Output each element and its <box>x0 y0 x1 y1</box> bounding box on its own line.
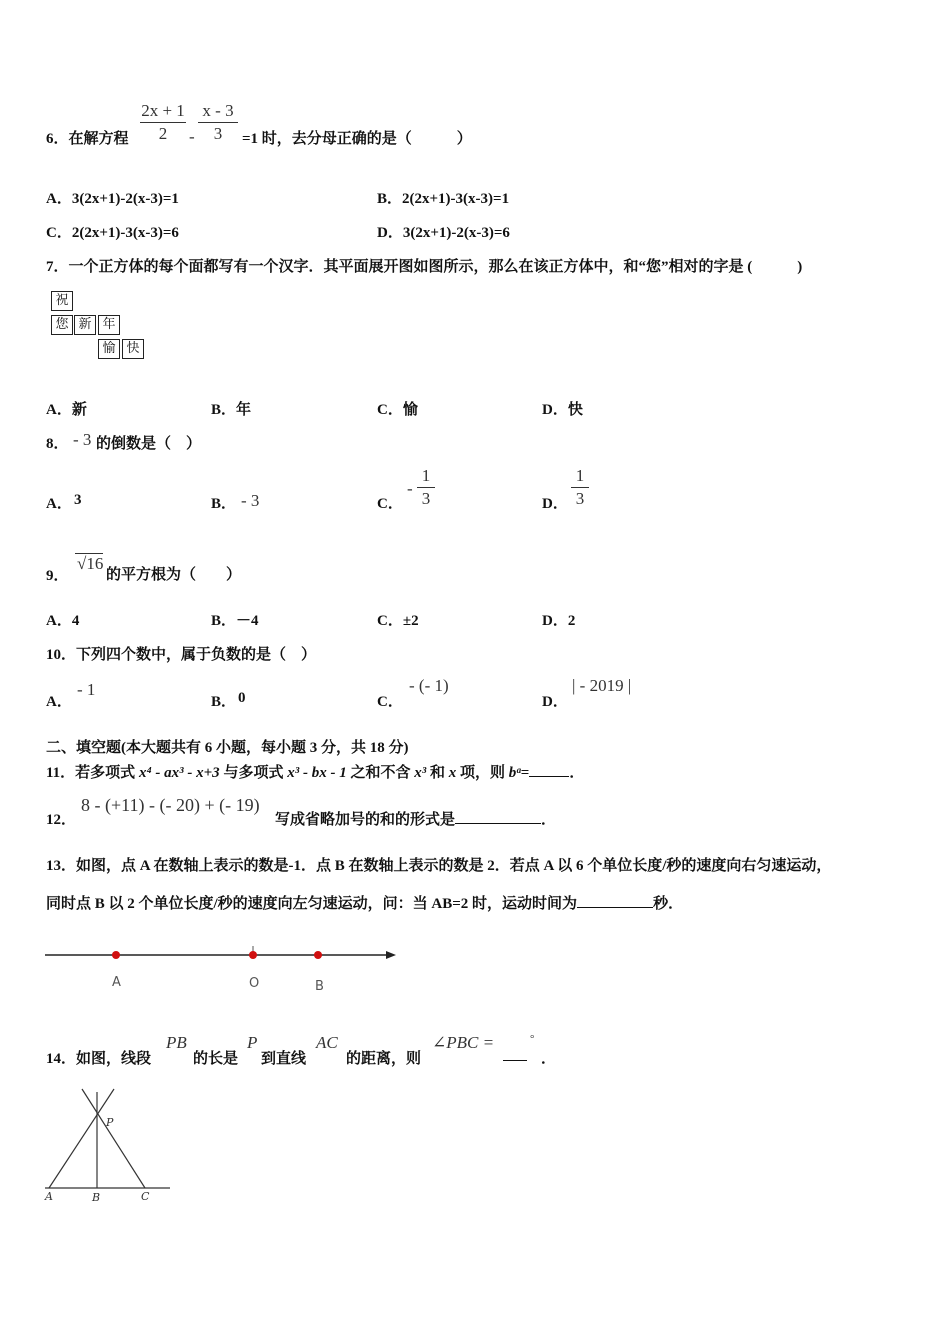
q10-text: 10．下列四个数中，属于负数的是（ ） <box>46 647 317 663</box>
q14-text-1: 的长是 <box>193 1051 239 1067</box>
q6-option-b: B．2(2x+1)-3(x-3)=1 <box>377 191 510 207</box>
q12-expression: 8 - (+11) - (- 20) + (- 19) <box>81 795 260 815</box>
point-a-label: A <box>112 975 121 990</box>
q13-line-2 <box>46 892 683 913</box>
q6-frac2-num: x - 3 <box>202 101 234 120</box>
q14-degree: ° <box>530 1033 535 1045</box>
q6-prefix: 6．在解方程 <box>46 131 129 147</box>
point-a-dot <box>112 951 120 959</box>
q6-option-a: A．3(2x+1)-2(x-3)=1 <box>46 191 179 207</box>
q9-option-b: B．－4 <box>211 613 259 629</box>
q8-label-d: D． <box>542 496 568 512</box>
q10-option-a: - 1 <box>77 680 96 699</box>
q6-minus: - <box>189 127 195 146</box>
q8-expression: - 3 <box>73 430 92 449</box>
q11-part4: 和 <box>426 765 449 781</box>
q11-part3: 之和不含 <box>346 765 415 781</box>
net-cell: 年 <box>98 315 120 335</box>
q11-poly1: x⁴ - ax³ - x+3 <box>138 765 220 781</box>
label-b: B <box>92 1191 101 1204</box>
q8-d-den: 3 <box>575 489 585 508</box>
q11-answer-blank[interactable] <box>529 776 569 777</box>
number-line-arrow <box>386 951 396 959</box>
q6-option-d: D．3(2x+1)-2(x-3)=6 <box>377 225 510 241</box>
q8-d-num: 1 <box>575 466 585 485</box>
q11-part5: 项，则 <box>456 765 509 781</box>
q12-line <box>275 808 556 829</box>
q12-answer-blank[interactable] <box>455 823 541 824</box>
q6-suffix: =1 时，去分母正确的是（ ） <box>242 131 472 147</box>
label-a: A <box>45 1190 53 1203</box>
point-b-dot <box>314 951 322 959</box>
q8-number: 8． <box>46 436 69 452</box>
q10-label-b: B． <box>211 694 237 710</box>
q10-label-d: D． <box>542 694 568 710</box>
q12-text: 写成省略加号的和的形式是 <box>275 812 456 828</box>
q13-answer-blank[interactable] <box>577 907 653 908</box>
q8-option-a: 3 <box>74 492 82 508</box>
q8-label-a: A． <box>46 496 72 512</box>
point-b-label: B <box>315 979 324 994</box>
label-p: P <box>106 1116 114 1129</box>
q14-pb: PB <box>166 1033 187 1052</box>
q14-angle: ∠PBC = <box>432 1033 495 1052</box>
q11-part7: ． <box>569 765 585 781</box>
q9-option-c: C．±2 <box>377 613 419 629</box>
q7-option-d: D．快 <box>542 402 583 418</box>
q14-answer-blank[interactable] <box>503 1060 527 1061</box>
q6-fraction-1 <box>140 101 186 144</box>
q13-line-2b: 秒． <box>653 896 684 912</box>
q10-label-a: A． <box>46 694 72 710</box>
q11-line <box>46 761 584 782</box>
q11-x3: x³ <box>414 765 427 781</box>
q10-option-b: 0 <box>238 690 246 706</box>
q7-option-a: A．新 <box>46 402 87 418</box>
q8-c-den: 3 <box>421 489 431 508</box>
q9-option-d: D．2 <box>542 613 576 629</box>
q6-option-c: C．2(2x+1)-3(x-3)=6 <box>46 225 179 241</box>
q8-option-b: - 3 <box>241 491 260 510</box>
net-cell: 祝 <box>51 291 73 311</box>
q11-x: x <box>448 765 457 781</box>
q14-end: ． <box>541 1051 557 1067</box>
q11-part2: 与多项式 <box>219 765 288 781</box>
net-cell: 新 <box>74 315 96 335</box>
q9-number: 9． <box>46 568 69 584</box>
q11-poly2: x³ - bx - 1 <box>287 765 347 781</box>
net-cell: 愉 <box>98 339 120 359</box>
q10-option-c: - (- 1) <box>409 676 449 695</box>
q9-sqrt-expression: √16 <box>77 554 104 573</box>
line-ap <box>49 1089 114 1188</box>
q13-line-2a: 同时点 B 以 2 个单位长度/秒的速度向左匀速运动，问：当 AB=2 时，运动时间为 <box>46 896 578 912</box>
q14-number: 14．如图，线段 <box>46 1051 152 1067</box>
q6-fraction-2 <box>198 101 238 144</box>
q8-label-b: B． <box>211 496 237 512</box>
q14-p: P <box>247 1033 258 1052</box>
net-cell: 快 <box>122 339 144 359</box>
q14-ac: AC <box>316 1033 338 1052</box>
q14-figure <box>40 1088 180 1208</box>
q7-text: 7．一个正方体的每个面都写有一个汉字．其平面展开图如图所示，那么在该正方体中，和“您”相对的字是 ( ) <box>46 259 803 275</box>
q12-number: 12． <box>46 812 77 828</box>
q6-frac1-den: 2 <box>158 124 168 143</box>
label-c: C <box>141 1190 150 1203</box>
q10-option-d: | - 2019 | <box>572 676 632 695</box>
q8-c-num: 1 <box>421 466 431 485</box>
q11-ba: bᵃ <box>508 765 521 781</box>
q7-option-c: C．愉 <box>377 402 418 418</box>
q12-end: ． <box>541 812 557 828</box>
q14-text-2: 到直线 <box>261 1051 307 1067</box>
q6-frac2-den: 3 <box>213 124 223 143</box>
q11-part6: = <box>520 765 530 781</box>
q9-option-a: A．4 <box>46 613 80 629</box>
q10-label-c: C． <box>377 694 403 710</box>
point-o-label: O <box>249 976 260 991</box>
q6-frac1-num: 2x + 1 <box>141 101 185 120</box>
q8-option-d-fraction <box>571 466 589 509</box>
q8-option-c-sign: - <box>407 479 413 498</box>
q8-option-c-fraction <box>417 466 435 509</box>
point-o-dot <box>249 951 257 959</box>
q14-text-3: 的距离，则 <box>346 1051 422 1067</box>
section-2-heading: 二、填空题(本大题共有 6 小题，每小题 3 分，共 18 分) <box>46 740 409 756</box>
q7-option-b: B．年 <box>211 402 252 418</box>
q13-line-1: 13．如图，点 A 在数轴上表示的数是-1．点 B 在数轴上表示的数是 2．若点 A 以 6 个单位长度/秒的速度向右匀速运动， <box>46 858 832 874</box>
q8-label-c: C． <box>377 496 403 512</box>
q8-text: 的倒数是（ ） <box>96 436 202 452</box>
q13-number-line <box>40 938 406 1000</box>
q11-part1: 11．若多项式 <box>46 765 139 781</box>
line-cp <box>82 1089 145 1188</box>
q9-text: 的平方根为（ ） <box>106 567 242 583</box>
net-cell: 您 <box>51 315 73 335</box>
